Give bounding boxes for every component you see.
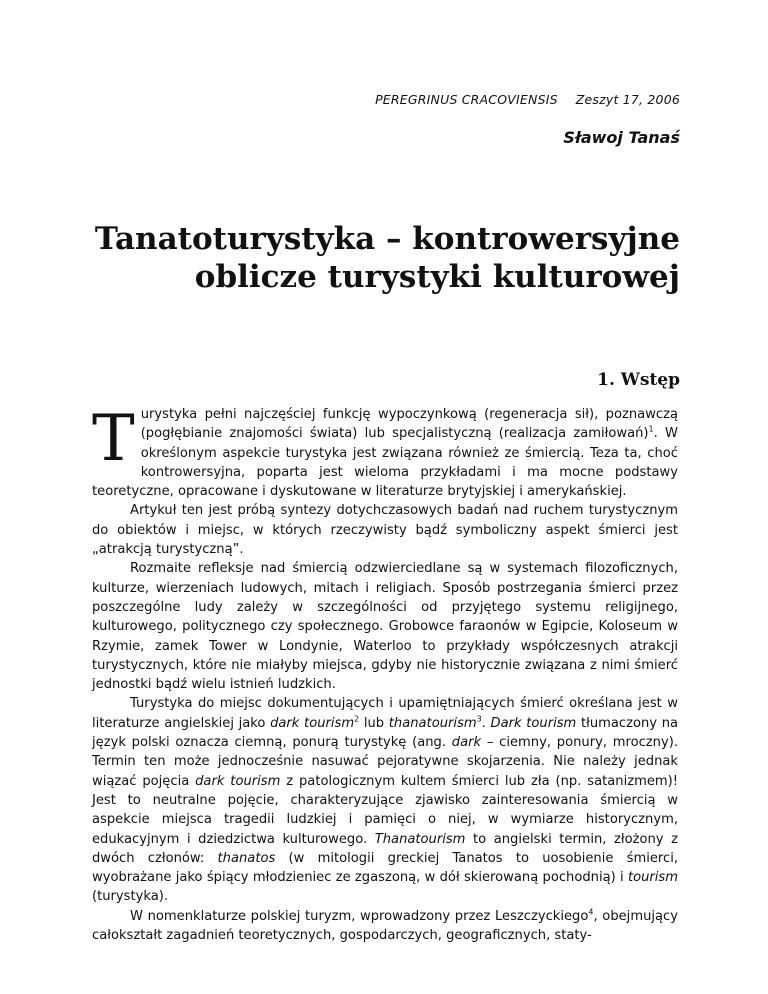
footnote-ref: 2: [354, 714, 360, 724]
article-body: [92, 402, 679, 945]
footnote-ref: 1: [648, 424, 654, 434]
drop-cap: T: [92, 402, 135, 476]
section-heading: 1. Wstęp: [597, 370, 680, 390]
paragraph-2: Artykuł ten jest próbą syntezy dotychczasowych badań nad ruchem turystycznym do obiektów i miejsc, w których rzeczywisty bądź symboliczny aspekt śmierci jest „atrakcją turystyczną”.: [92, 503, 678, 558]
footnote-ref: 4: [588, 907, 594, 917]
paragraph-1: Turystyka pełni najczęściej funkcję wypoczynkową (regeneracja sił), poznawczą (pogłębianie znajomości świata) lub specjalistyczną (realizacja zamiłowań)$^1$. W określonym aspekcie turystyka jest związana również ze śmiercią. Teza ta, choć kontrowersyjna, poparta jest wieloma przykładami i ma mocne podstawy teoretyczne, opracowane i dyskutowane w literaturze brytyjskiej i amerykańskiej.: [92, 402, 678, 500]
paragraph-4: Turystyka do miejsc dokumentujących i upamiętniających śmierć określana jest w literaturze angielskiej jako dark tourism$^2$ lub thanatourism$^3$. Dark tourism tłumaczony na język polski oznacza ciemną, ponurą turystykę (ang. dark – ciemny, ponury, mroczny). Termin ten może jednocześnie nasuwać pejoratywne skojarzenia. Nie należy jednak wiązać pojęcia dark tourism z patologicznym kultem śmierci lub zła (np. satanizmem)! Jest to neutralne pojęcie, charakteryzujące zjawisko zainteresowania śmiercią w aspekcie miejsca tragedii ludzkiej i pamięci o niej, w wymiarze historycznym, edukacyjnym i dziedzictwa kulturowego. Thanatourism to angielski termin, złożony z dwóch członów: thanatos (w mitologii greckiej Tanatos to uosobienie śmierci, wyobrażane jako śpiący młodzieniec ze zgaszoną, w dół skierowaną pochodnią) i tourism (turystyka).: [92, 696, 679, 905]
title-line-1: Tanatoturystyka – kontrowersyjne: [94, 221, 680, 257]
journal-name: PEREGRINUS CRACOVIENSIS: [375, 92, 558, 107]
issue-info: Zeszyt 17, 2006: [575, 92, 680, 107]
footnote-ref: 3: [476, 714, 482, 724]
paragraph-5: W nomenklaturze polskiej turyzm, wprowadzony przez Leszczyckiego$^4$, obejmujący całokształt zagadnień teoretycznych, gospodarczych, geograficznych, staty-: [92, 907, 678, 944]
article-title: [80, 220, 680, 296]
author-name: Sławoj Tanaś: [563, 128, 680, 147]
title-line-2: oblicze turystyki kulturowej: [194, 259, 680, 295]
running-header: [375, 92, 680, 107]
paragraph-3: Rozmaite refleksje nad śmiercią odzwierciedlane są w systemach filozoficznych, kulturze, wierzeniach ludowych, mitach i religiach. Sposób postrzegania śmierci przez poszczególne ludy zależy w szczególności od przyjętego systemu religijnego, kulturowego, politycznego czy społecznego. Grobowce faraonów w Egipcie, Koloseum w Rzymie, zamek Tower w Londynie, Waterloo to przykłady współczesnych atrakcji turystycznych, które nie miałyby miejsca, gdyby nie historycznie związana z nimi śmierć jednostki bądź wielu istnień ludzkich.: [92, 561, 678, 693]
